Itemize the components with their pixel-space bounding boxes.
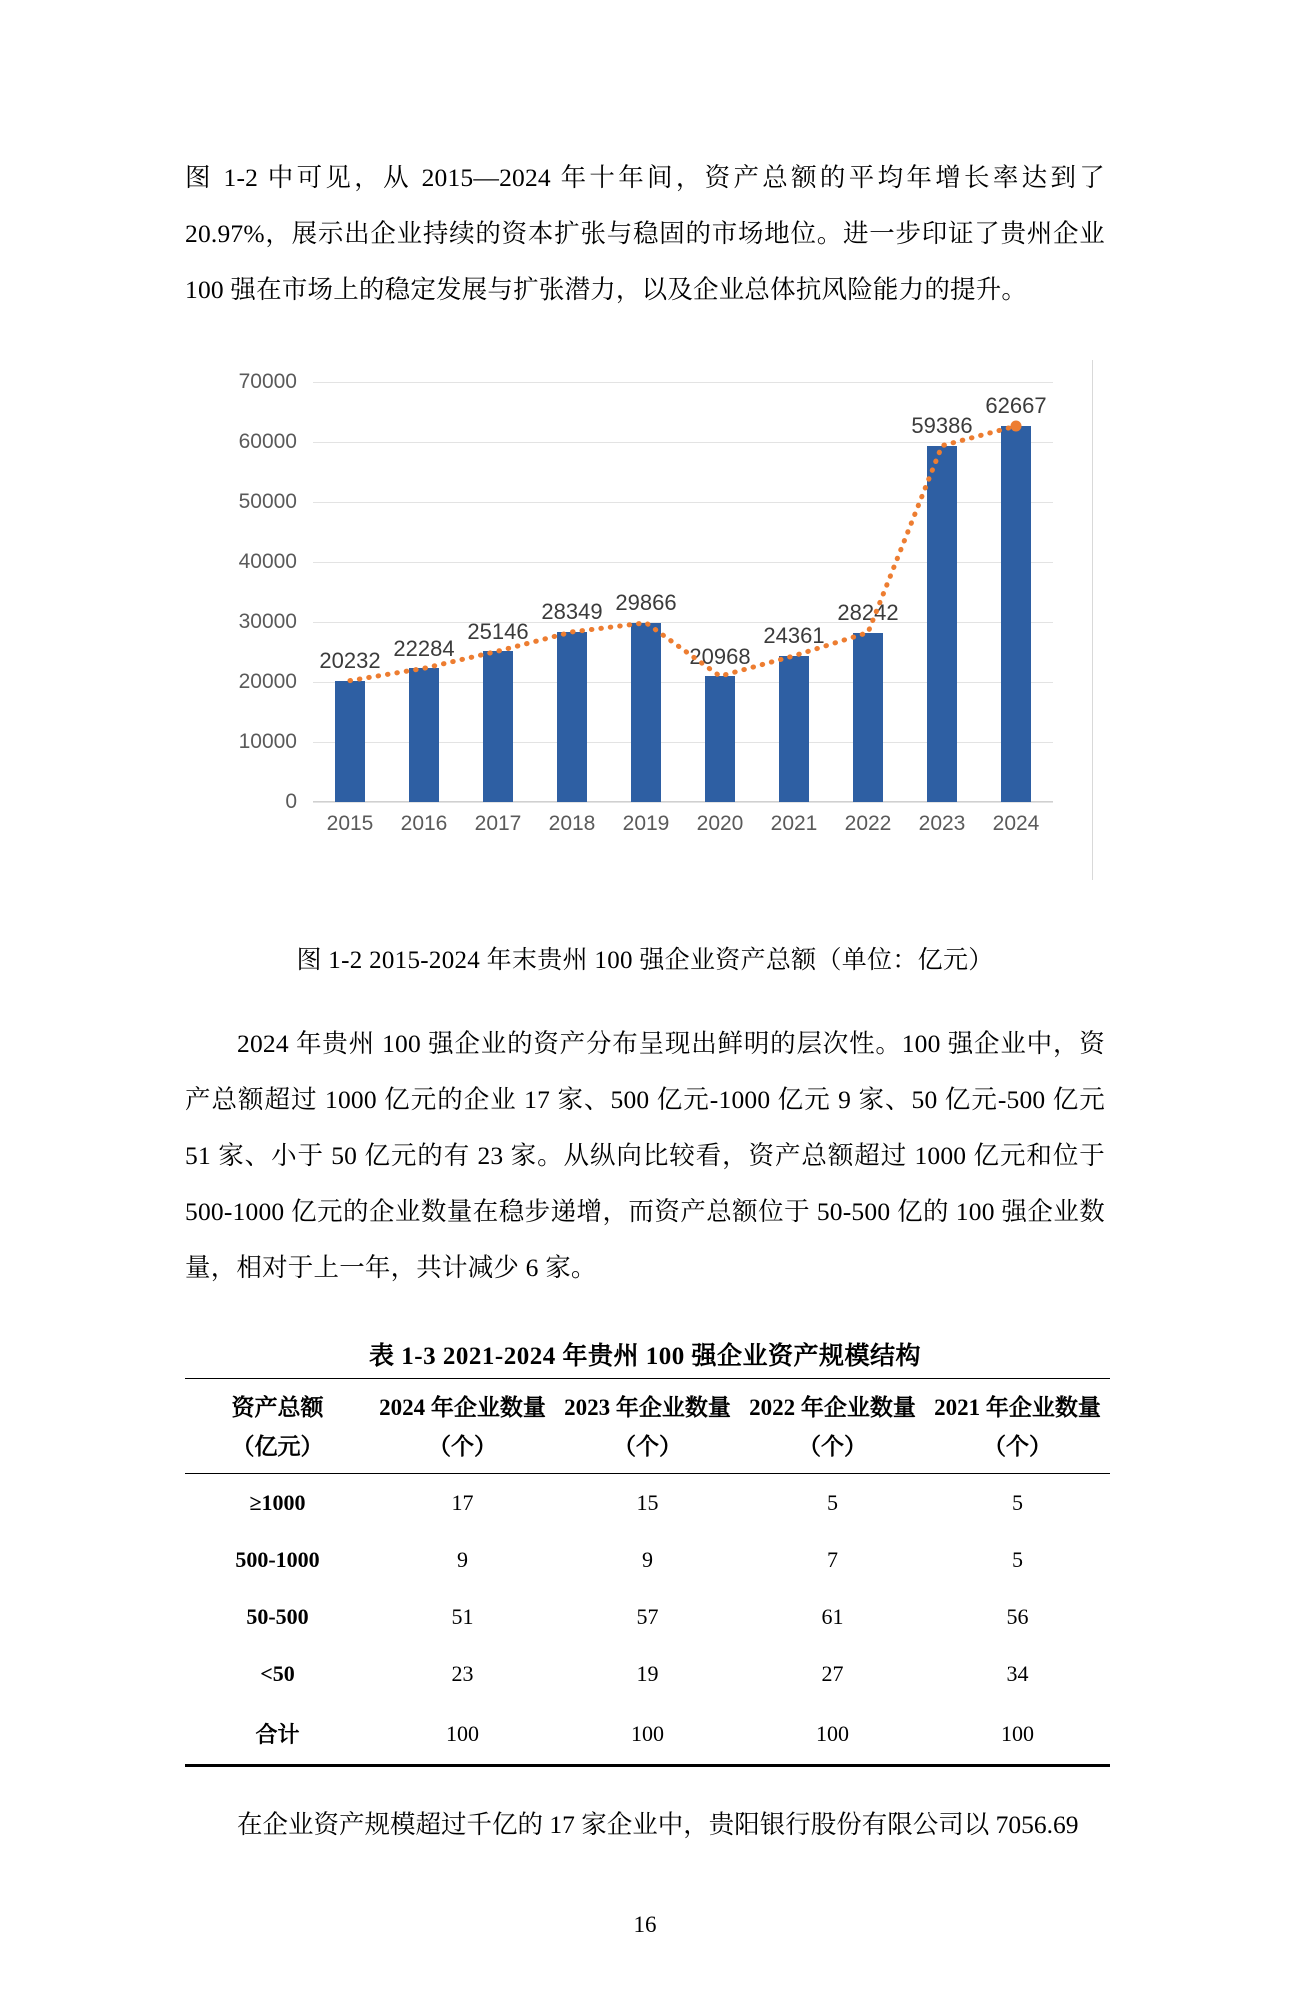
- header-unit-2023: （个）: [613, 1434, 682, 1459]
- asset-scale-table: [185, 1378, 1110, 1767]
- row-label-lt50: <50: [260, 1661, 295, 1686]
- table-row: [185, 1474, 1110, 1532]
- header-2023-count: 2023 年企业数量: [564, 1395, 731, 1420]
- bar-label-2019: 29866: [615, 590, 677, 615]
- y-tick-20000: 20000: [238, 670, 297, 693]
- table-body: [185, 1474, 1110, 1766]
- cell-ge1000-2024: 17: [451, 1490, 474, 1515]
- x-tick-2024: 2024: [992, 812, 1040, 835]
- header-unit-2024: （个）: [428, 1434, 497, 1459]
- paragraph-intro: 图 1-2 中可见，从 2015—2024 年十年间，资产总额的平均年增长率达到了 20.97%，展示出企业持续的资本扩张与稳固的市场地位。进一步印证了贵州企业 100 强在市场上的稳定发展与扩张潜力，以及企业总体抗风险能力的提升。: [185, 163, 1105, 304]
- cell-lt50-2021: 34: [1006, 1661, 1029, 1686]
- row-label-total: 合计: [255, 1722, 300, 1747]
- bar-label-2018: 28349: [541, 599, 603, 624]
- x-tick-2015: 2015: [326, 812, 374, 835]
- y-tick-0: 0: [285, 790, 297, 813]
- table-header-row-1: [185, 1379, 1110, 1427]
- bar-label-2024: 62667: [985, 393, 1047, 418]
- bar-label-2017: 25146: [467, 619, 529, 644]
- table-row: [185, 1588, 1110, 1645]
- x-tick-2019: 2019: [622, 812, 670, 835]
- cell-50-500-2024: 51: [451, 1604, 474, 1629]
- page-number: 16: [633, 1912, 657, 1937]
- table-header-row-2: [185, 1426, 1110, 1474]
- y-tick-70000: 70000: [238, 370, 297, 393]
- bar-label-2016: 22284: [393, 636, 455, 661]
- header-2022-count: 2022 年企业数量: [749, 1395, 916, 1420]
- bar-label-2021: 24361: [763, 623, 825, 648]
- x-tick-2023: 2023: [918, 812, 966, 835]
- chart-plot-area: [238, 370, 1053, 835]
- header-unit-asset-total: （亿元）: [231, 1434, 324, 1459]
- cell-500-1000-2024: 9: [457, 1547, 468, 1572]
- y-tick-30000: 30000: [238, 610, 297, 633]
- trend-line-series: [313, 382, 1053, 802]
- x-tick-2022: 2022: [844, 812, 892, 835]
- cell-total-2021: 100: [1001, 1720, 1034, 1746]
- asset-total-bar-chart: [193, 352, 1093, 882]
- bar-label-2020: 20968: [689, 644, 751, 669]
- cell-ge1000-2023: 15: [636, 1490, 659, 1515]
- table-row: [185, 1702, 1110, 1766]
- cell-50-500-2021: 56: [1006, 1604, 1029, 1629]
- x-tick-2016: 2016: [400, 812, 448, 835]
- row-label-ge1000: ≥1000: [249, 1490, 306, 1515]
- cell-ge1000-2022: 5: [827, 1490, 838, 1515]
- cell-50-500-2022: 61: [821, 1604, 844, 1629]
- paragraph-tail: 在企业资产规模超过千亿的 17 家企业中，贵阳银行股份有限公司以 7056.69: [237, 1810, 1079, 1839]
- cell-lt50-2024: 23: [451, 1661, 474, 1686]
- x-tick-2018: 2018: [548, 812, 596, 835]
- y-tick-60000: 60000: [238, 430, 297, 453]
- bar-label-2015: 20232: [319, 648, 381, 673]
- row-label-50-500: 50-500: [246, 1604, 309, 1629]
- header-unit-2021: （个）: [983, 1434, 1052, 1459]
- cell-500-1000-2023: 9: [642, 1547, 653, 1572]
- table-header: [185, 1379, 1110, 1474]
- cell-ge1000-2021: 5: [1012, 1490, 1023, 1515]
- chart-caption: 图 1-2 2015-2024 年末贵州 100 强企业资产总额（单位：亿元）: [296, 947, 994, 974]
- table-row: [185, 1531, 1110, 1588]
- header-2024-count: 2024 年企业数量: [379, 1395, 546, 1420]
- paragraph-asset-distribution: 2024 年贵州 100 强企业的资产分布呈现出鲜明的层次性。100 强企业中，资产总额超过 1000 亿元的企业 17 家、500 亿元-1000 亿元 9 家、50 亿元-500 亿元 51 家、小于 50 亿元的有 23 家。从纵向比较看，资产总额超过 1000 亿元和位于 500-1000 亿元的企业数量在稳步递增，而资产总额位于 50-500 亿的 100 强企业数量，相对于上一年，共计减少 6 家。: [185, 1029, 1105, 1282]
- y-tick-50000: 50000: [238, 490, 297, 513]
- bar-label-2023: 59386: [911, 413, 973, 438]
- bar-label-2022: 28242: [837, 600, 899, 625]
- cell-500-1000-2021: 5: [1012, 1547, 1023, 1572]
- cell-lt50-2022: 27: [821, 1661, 844, 1686]
- cell-total-2023: 100: [631, 1720, 664, 1746]
- y-tick-10000: 10000: [238, 730, 297, 753]
- row-label-500-1000: 500-1000: [235, 1547, 320, 1572]
- header-asset-total: 资产总额: [231, 1395, 324, 1420]
- x-tick-2020: 2020: [696, 812, 744, 835]
- cell-lt50-2023: 19: [636, 1661, 659, 1686]
- x-tick-2017: 2017: [474, 812, 522, 835]
- cell-total-2022: 100: [816, 1720, 849, 1746]
- cell-500-1000-2022: 7: [827, 1547, 838, 1572]
- y-tick-40000: 40000: [238, 550, 297, 573]
- header-unit-2022: （个）: [798, 1434, 867, 1459]
- table-row: [185, 1645, 1110, 1702]
- cell-total-2024: 100: [446, 1720, 479, 1746]
- cell-50-500-2023: 57: [636, 1604, 659, 1629]
- header-2021-count: 2021 年企业数量: [934, 1395, 1101, 1420]
- x-tick-2021: 2021: [770, 812, 818, 835]
- chart-right-border: [1092, 360, 1093, 880]
- table-title: 表 1-3 2021-2024 年贵州 100 强企业资产规模结构: [369, 1343, 921, 1370]
